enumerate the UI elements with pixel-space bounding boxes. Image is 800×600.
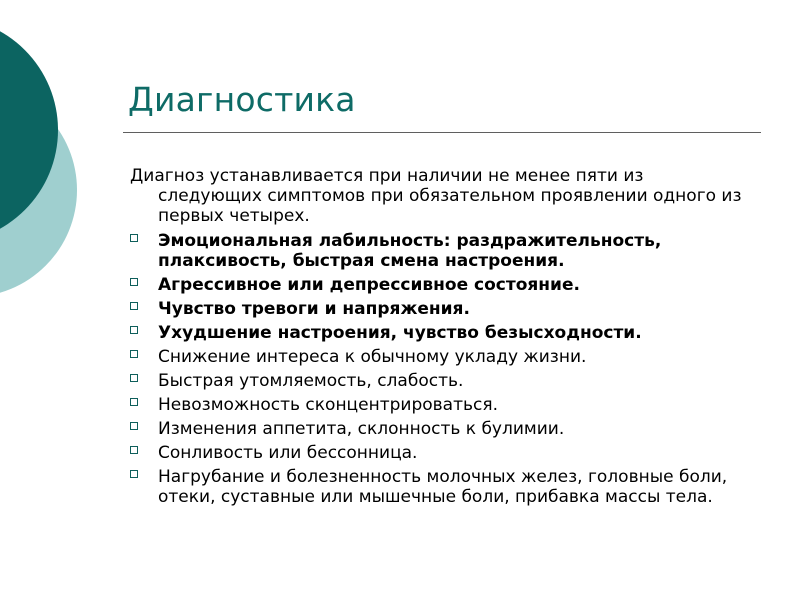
slide-content xyxy=(130,166,750,511)
symptom-list-item xyxy=(130,299,750,319)
square-bullet-icon xyxy=(130,234,138,242)
symptom-text: Снижение интереса к обычному укладу жизни. xyxy=(158,347,587,367)
square-bullet-icon xyxy=(130,422,138,430)
symptom-list-item xyxy=(130,467,750,507)
square-bullet-icon xyxy=(130,278,138,286)
intro-paragraph: Диагноз устанавливается при наличии не менее пяти из следующих симптомов при обязательном проявлении одного из первых четырех. xyxy=(130,166,742,226)
decorative-circles xyxy=(0,0,130,330)
square-bullet-icon xyxy=(130,302,138,310)
square-bullet-icon xyxy=(130,374,138,382)
slide-title: Диагностика xyxy=(128,80,356,119)
square-bullet-icon xyxy=(130,470,138,478)
symptom-text: Нагрубание и болезненность молочных желез, головные боли, отеки, суставные или мышечные боли, прибавка массы тела. xyxy=(158,467,728,507)
symptom-list-item xyxy=(130,275,750,295)
symptom-list xyxy=(130,231,750,507)
symptom-text: Изменения аппетита, склонность к булимии. xyxy=(158,419,565,439)
symptom-text: Ухудшение настроения, чувство безысходности. xyxy=(158,323,642,343)
symptom-list-item xyxy=(130,419,750,439)
square-bullet-icon xyxy=(130,398,138,406)
symptom-text: Невозможность сконцентрироваться. xyxy=(158,395,498,415)
symptom-text: Сонливость или бессонница. xyxy=(158,443,418,463)
symptom-list-item xyxy=(130,323,750,343)
square-bullet-icon xyxy=(130,350,138,358)
symptom-list-item xyxy=(130,371,750,391)
title-divider xyxy=(123,132,761,133)
symptom-list-item xyxy=(130,443,750,463)
symptom-text: Агрессивное или депрессивное состояние. xyxy=(158,275,580,295)
symptom-text: Быстрая утомляемость, слабость. xyxy=(158,371,464,391)
symptom-text: Чувство тревоги и напряжения. xyxy=(158,299,470,319)
square-bullet-icon xyxy=(130,446,138,454)
square-bullet-icon xyxy=(130,326,138,334)
symptom-list-item xyxy=(130,231,750,271)
symptom-text: Эмоциональная лабильность: раздражительность, плаксивость, быстрая смена настроения. xyxy=(158,231,662,271)
symptom-list-item xyxy=(130,347,750,367)
symptom-list-item xyxy=(130,395,750,415)
